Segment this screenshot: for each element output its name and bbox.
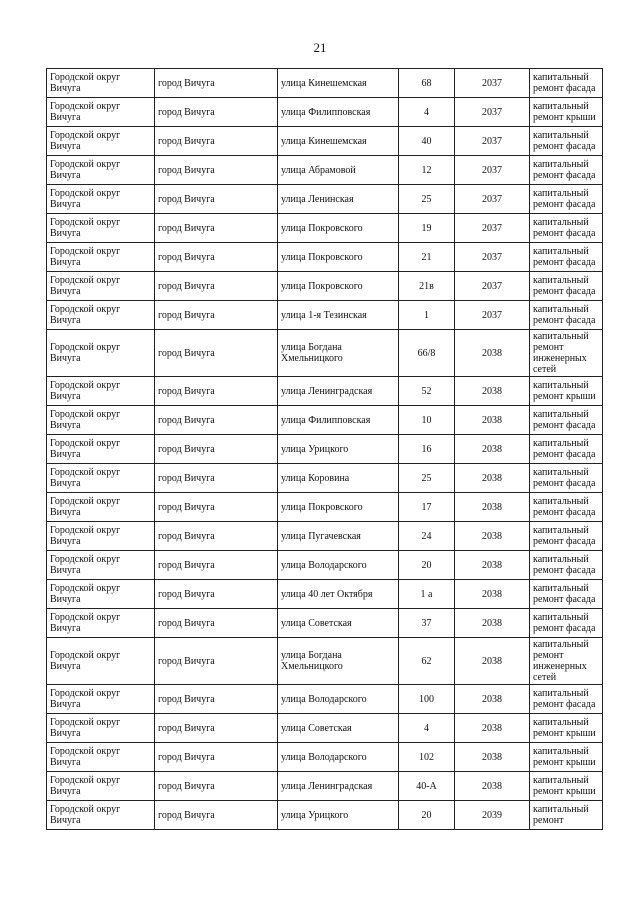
table-body [47, 69, 603, 830]
house-number-cell: 16 [399, 435, 455, 464]
year-cell: 2038 [455, 522, 530, 551]
city-cell: город Вичуга [155, 493, 278, 522]
year-cell: 2038 [455, 435, 530, 464]
work-type-cell: капитальный ремонт фасада [530, 493, 603, 522]
year-cell: 2037 [455, 301, 530, 330]
house-number-cell: 52 [399, 377, 455, 406]
table-row [47, 330, 603, 377]
city-cell: город Вичуга [155, 272, 278, 301]
year-cell: 2037 [455, 272, 530, 301]
work-type-cell: капитальный ремонт крыши [530, 98, 603, 127]
work-type-cell: капитальный ремонт фасада [530, 214, 603, 243]
work-type-cell: капитальный ремонт фасада [530, 435, 603, 464]
street-cell: улица Советская [278, 714, 399, 743]
work-type-cell: капитальный ремонт фасада [530, 464, 603, 493]
work-type-cell: капитальный ремонт фасада [530, 301, 603, 330]
city-cell: город Вичуга [155, 464, 278, 493]
district-cell: Городской округ Вичуга [47, 156, 155, 185]
year-cell: 2038 [455, 638, 530, 685]
year-cell: 2039 [455, 801, 530, 830]
city-cell: город Вичуга [155, 185, 278, 214]
street-cell: улица Богдана Хмельницкого [278, 638, 399, 685]
house-number-cell: 40-А [399, 772, 455, 801]
house-number-cell: 102 [399, 743, 455, 772]
street-cell: улица Ленинградская [278, 377, 399, 406]
house-number-cell: 19 [399, 214, 455, 243]
street-cell: улица Богдана Хмельницкого [278, 330, 399, 377]
district-cell: Городской округ Вичуга [47, 406, 155, 435]
year-cell: 2037 [455, 243, 530, 272]
city-cell: город Вичуга [155, 743, 278, 772]
year-cell: 2038 [455, 772, 530, 801]
city-cell: город Вичуга [155, 638, 278, 685]
house-number-cell: 66/8 [399, 330, 455, 377]
table-row [47, 185, 603, 214]
house-number-cell: 4 [399, 98, 455, 127]
district-cell: Городской округ Вичуга [47, 609, 155, 638]
year-cell: 2038 [455, 551, 530, 580]
city-cell: город Вичуга [155, 156, 278, 185]
city-cell: город Вичуга [155, 69, 278, 98]
district-cell: Городской округ Вичуга [47, 127, 155, 156]
table-row [47, 127, 603, 156]
street-cell: улица Ленинская [278, 185, 399, 214]
table-row [47, 272, 603, 301]
work-type-cell: капитальный ремонт фасада [530, 685, 603, 714]
house-number-cell: 62 [399, 638, 455, 685]
district-cell: Городской округ Вичуга [47, 493, 155, 522]
year-cell: 2038 [455, 406, 530, 435]
year-cell: 2037 [455, 69, 530, 98]
street-cell: улица Покровского [278, 272, 399, 301]
house-number-cell: 37 [399, 609, 455, 638]
city-cell: город Вичуга [155, 522, 278, 551]
work-type-cell: капитальный ремонт фасада [530, 522, 603, 551]
work-type-cell: капитальный ремонт фасада [530, 551, 603, 580]
table-row [47, 685, 603, 714]
house-number-cell: 17 [399, 493, 455, 522]
street-cell: улица Филипповская [278, 98, 399, 127]
city-cell: город Вичуга [155, 580, 278, 609]
city-cell: город Вичуга [155, 98, 278, 127]
city-cell: город Вичуга [155, 435, 278, 464]
table-row [47, 69, 603, 98]
house-number-cell: 1 а [399, 580, 455, 609]
house-number-cell: 68 [399, 69, 455, 98]
city-cell: город Вичуга [155, 685, 278, 714]
street-cell: улица Кинешемская [278, 127, 399, 156]
district-cell: Городской округ Вичуга [47, 301, 155, 330]
work-type-cell: капитальный ремонт крыши [530, 743, 603, 772]
district-cell: Городской округ Вичуга [47, 98, 155, 127]
repair-schedule-table [46, 68, 603, 830]
year-cell: 2037 [455, 98, 530, 127]
work-type-cell: капитальный ремонт [530, 801, 603, 830]
district-cell: Городской округ Вичуга [47, 522, 155, 551]
work-type-cell: капитальный ремонт фасада [530, 580, 603, 609]
city-cell: город Вичуга [155, 301, 278, 330]
table-row [47, 156, 603, 185]
table-row [47, 406, 603, 435]
year-cell: 2038 [455, 580, 530, 609]
district-cell: Городской округ Вичуга [47, 580, 155, 609]
table-row [47, 580, 603, 609]
work-type-cell: капитальный ремонт крыши [530, 714, 603, 743]
year-cell: 2038 [455, 609, 530, 638]
table-row [47, 801, 603, 830]
district-cell: Городской округ Вичуга [47, 69, 155, 98]
district-cell: Городской округ Вичуга [47, 330, 155, 377]
work-type-cell: капитальный ремонт фасада [530, 127, 603, 156]
street-cell: улица Кинешемская [278, 69, 399, 98]
table-row [47, 714, 603, 743]
year-cell: 2038 [455, 464, 530, 493]
table-row [47, 609, 603, 638]
street-cell: улица Володарского [278, 551, 399, 580]
district-cell: Городской округ Вичуга [47, 551, 155, 580]
city-cell: город Вичуга [155, 243, 278, 272]
district-cell: Городской округ Вичуга [47, 685, 155, 714]
work-type-cell: капитальный ремонт крыши [530, 377, 603, 406]
house-number-cell: 25 [399, 185, 455, 214]
year-cell: 2038 [455, 743, 530, 772]
year-cell: 2038 [455, 493, 530, 522]
street-cell: улица Володарского [278, 685, 399, 714]
street-cell: улица Абрамовой [278, 156, 399, 185]
table-row [47, 214, 603, 243]
year-cell: 2037 [455, 156, 530, 185]
street-cell: улица Пугачевская [278, 522, 399, 551]
work-type-cell: капитальный ремонт крыши [530, 772, 603, 801]
house-number-cell: 21в [399, 272, 455, 301]
table-row [47, 551, 603, 580]
district-cell: Городской округ Вичуга [47, 185, 155, 214]
district-cell: Городской округ Вичуга [47, 801, 155, 830]
district-cell: Городской округ Вичуга [47, 214, 155, 243]
street-cell: улица Урицкого [278, 435, 399, 464]
street-cell: улица Покровского [278, 493, 399, 522]
work-type-cell: капитальный ремонт фасада [530, 243, 603, 272]
city-cell: город Вичуга [155, 772, 278, 801]
street-cell: улица 40 лет Октября [278, 580, 399, 609]
house-number-cell: 40 [399, 127, 455, 156]
work-type-cell: капитальный ремонт фасада [530, 69, 603, 98]
year-cell: 2038 [455, 330, 530, 377]
district-cell: Городской округ Вичуга [47, 743, 155, 772]
table-row [47, 243, 603, 272]
table-row [47, 772, 603, 801]
table-row [47, 638, 603, 685]
district-cell: Городской округ Вичуга [47, 638, 155, 685]
work-type-cell: капитальный ремонт фасада [530, 185, 603, 214]
street-cell: улица Филипповская [278, 406, 399, 435]
work-type-cell: капитальный ремонт инженерных сетей [530, 638, 603, 685]
house-number-cell: 1 [399, 301, 455, 330]
table-row [47, 377, 603, 406]
street-cell: улица Покровского [278, 214, 399, 243]
district-cell: Городской округ Вичуга [47, 772, 155, 801]
year-cell: 2037 [455, 185, 530, 214]
house-number-cell: 12 [399, 156, 455, 185]
work-type-cell: капитальный ремонт фасада [530, 609, 603, 638]
table-row [47, 435, 603, 464]
year-cell: 2037 [455, 214, 530, 243]
street-cell: улица Ленинградская [278, 772, 399, 801]
work-type-cell: капитальный ремонт фасада [530, 272, 603, 301]
city-cell: город Вичуга [155, 214, 278, 243]
street-cell: улица Урицкого [278, 801, 399, 830]
street-cell: улица Володарского [278, 743, 399, 772]
table-row [47, 743, 603, 772]
table-row [47, 493, 603, 522]
city-cell: город Вичуга [155, 127, 278, 156]
city-cell: город Вичуга [155, 609, 278, 638]
year-cell: 2037 [455, 127, 530, 156]
house-number-cell: 20 [399, 551, 455, 580]
city-cell: город Вичуга [155, 330, 278, 377]
city-cell: город Вичуга [155, 714, 278, 743]
street-cell: улица Покровского [278, 243, 399, 272]
city-cell: город Вичуга [155, 406, 278, 435]
year-cell: 2038 [455, 377, 530, 406]
work-type-cell: капитальный ремонт фасада [530, 156, 603, 185]
district-cell: Городской округ Вичуга [47, 714, 155, 743]
house-number-cell: 4 [399, 714, 455, 743]
city-cell: город Вичуга [155, 801, 278, 830]
table-row [47, 301, 603, 330]
table-row [47, 98, 603, 127]
street-cell: улица Советская [278, 609, 399, 638]
page-number: 21 [313, 40, 327, 55]
city-cell: город Вичуга [155, 377, 278, 406]
table-row [47, 522, 603, 551]
house-number-cell: 20 [399, 801, 455, 830]
district-cell: Городской округ Вичуга [47, 377, 155, 406]
house-number-cell: 24 [399, 522, 455, 551]
work-type-cell: капитальный ремонт фасада [530, 406, 603, 435]
house-number-cell: 25 [399, 464, 455, 493]
work-type-cell: капитальный ремонт инженерных сетей [530, 330, 603, 377]
district-cell: Городской округ Вичуга [47, 435, 155, 464]
district-cell: Городской округ Вичуга [47, 464, 155, 493]
house-number-cell: 10 [399, 406, 455, 435]
district-cell: Городской округ Вичуга [47, 272, 155, 301]
year-cell: 2038 [455, 685, 530, 714]
street-cell: улица 1-я Тезинская [278, 301, 399, 330]
street-cell: улица Коровина [278, 464, 399, 493]
house-number-cell: 100 [399, 685, 455, 714]
table-row [47, 464, 603, 493]
district-cell: Городской округ Вичуга [47, 243, 155, 272]
city-cell: город Вичуга [155, 551, 278, 580]
house-number-cell: 21 [399, 243, 455, 272]
year-cell: 2038 [455, 714, 530, 743]
